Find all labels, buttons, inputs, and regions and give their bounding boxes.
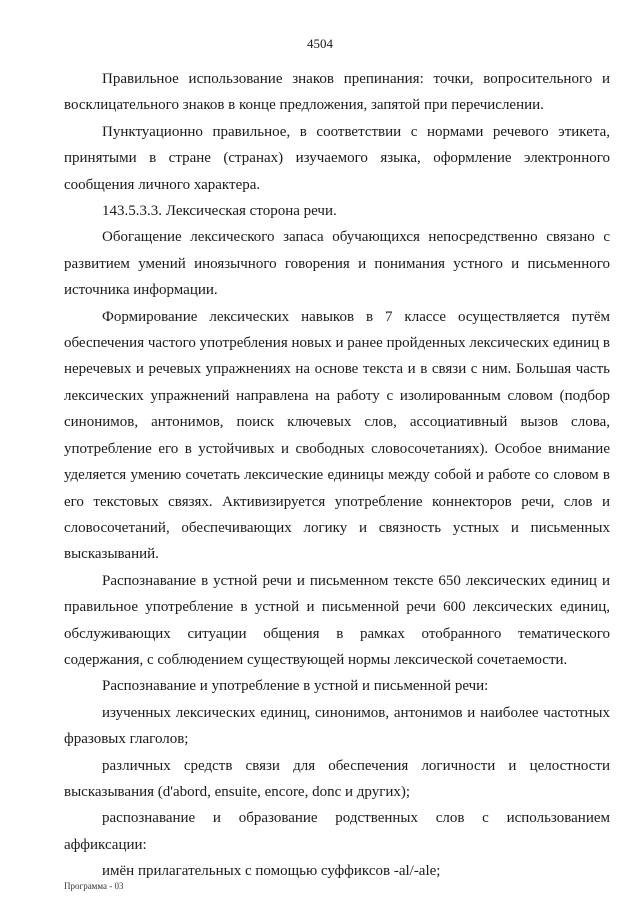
paragraph-lexical-units-count: Распознавание в устной речи и письменном тексте 650 лексических единиц и правильное употребление в устной и письменной речи 600 лексических единиц, обслуживающих ситуации общения в рамках отобранного тематического содержания, с соблюдением существующей нормы лексической сочетаемости. bbox=[64, 572, 610, 668]
paragraph-affixation: распознавание и образование родственных слов с использованием аффиксации: bbox=[64, 810, 610, 853]
paragraph-learned-units: изученных лексических единиц, синонимов, антонимов и наиболее частотных фразовых глаголов; bbox=[64, 704, 610, 748]
paragraph-lexical-skills: Формирование лексических навыков в 7 классе осуществляется путём обеспечения частого употребления новых и ранее пройденных лексических единиц в неречевых и речевых упражнениях на основе текста и в связи с ним. Большая часть лексических упражнений направлена на работу с изолированным словом (подбор синонимов, антонимов, поиск ключевых слов, ассоциативный вызов слова, употребление его в устойчивых и свободных словосочетаниях). Особое внимание уделяется умению сочетать лексические единицы между собой и работе со словом в его текстовых связях. Активизируется употребление коннекторов речи, слов и словосочетаний, обеспечивающих логику и связность устных и письменных высказываний. bbox=[64, 308, 610, 563]
section-heading-lexical: 143.5.3.3. Лексическая сторона речи. bbox=[102, 203, 337, 220]
paragraph-vocabulary-enrichment: Обогащение лексического запаса обучающихся непосредственно связано с развитием умений иноязычного говорения и понимания устного и письменного источника информации. bbox=[64, 229, 610, 299]
footer-program-label: Программа - 03 bbox=[64, 881, 124, 891]
page-number: 4504 bbox=[307, 36, 333, 51]
paragraph-punctuation-marks: Правильное использование знаков препинания: точки, вопросительного и восклицательного знаков в конце предложения, запятой при перечислении. bbox=[64, 71, 610, 114]
paragraph-connectors: различных средств связи для обеспечения логичности и целостности высказывания (d'abord, ensuite, encore, donc и других); bbox=[64, 757, 610, 800]
paragraph-electronic-message: Пунктуационно правильное, в соответствии с нормами речевого этикета, принятыми в стране (странах) изучаемого языка, оформление электронного сообщения личного характера. bbox=[64, 123, 610, 193]
paragraph-recognition-usage: Распознавание и употребление в устной и письменной речи: bbox=[102, 678, 489, 695]
document-body bbox=[64, 66, 610, 885]
paragraph-adjective-suffixes: имён прилагательных с помощью суффиксов -al/-ale; bbox=[102, 863, 441, 880]
